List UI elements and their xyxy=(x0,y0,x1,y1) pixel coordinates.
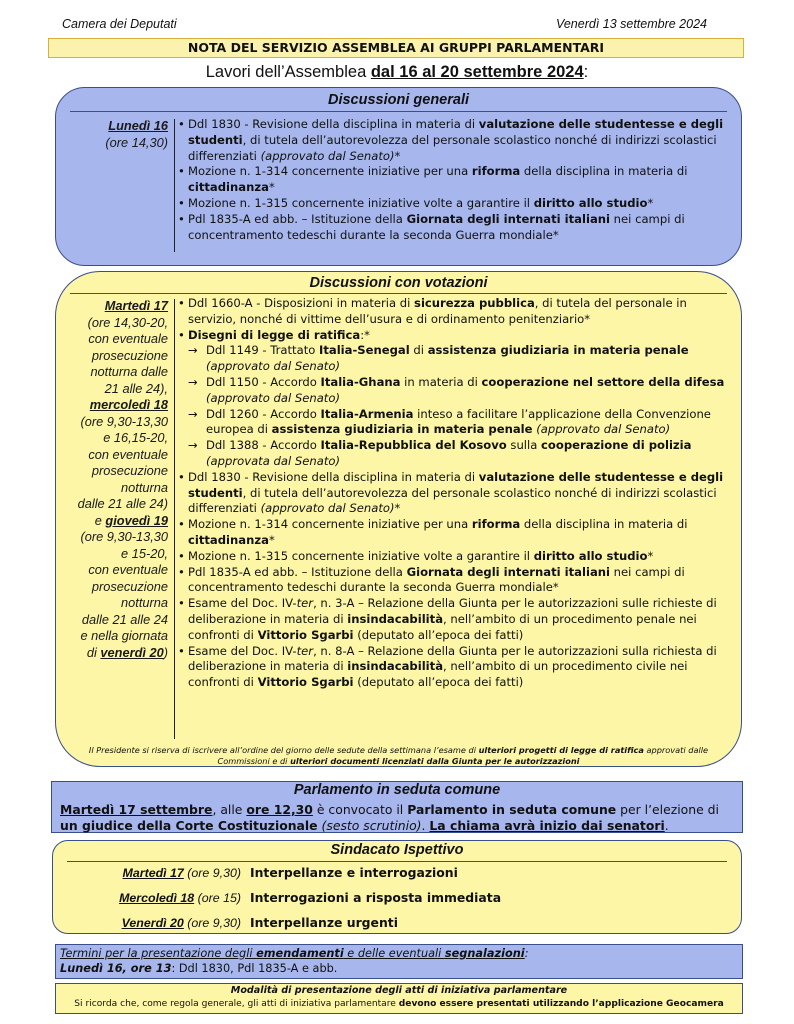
ratifica-item: → Ddl 1149 - Trattato Italia-Senegal di assistenza giudiziaria in materia penale (approvato dal Senato) xyxy=(188,343,689,374)
arrow-right-icon: → xyxy=(188,374,198,389)
section-title: Discussioni generali xyxy=(327,92,470,108)
deadline-detail: Lunedì 16, ore 13: Ddl 1830, Pdl 1835-A e abb. xyxy=(60,962,338,975)
deadline-heading: Termini per la presentazione degli emendamenti e delle eventuali segnalazioni: xyxy=(60,947,529,960)
parlamento-text: Martedì 17 settembre, alle ore 12,30 è convocato il Parlamento in seduta comune per l’elezione di un giudice della Corte Costituzionale (sesto scrutinio). La chiama avrà inizio dai senatori. xyxy=(60,802,719,833)
day-line: dalle 21 alle 24) xyxy=(77,496,168,511)
title-divider xyxy=(67,861,727,862)
day-line: 21 alle 24), xyxy=(104,380,168,396)
day-line: prosecuzione xyxy=(91,463,168,478)
title-divider xyxy=(70,293,727,294)
schedule-days xyxy=(62,298,168,661)
section-termini xyxy=(55,944,743,979)
section-sindacato-ispettivo xyxy=(52,840,742,934)
day-line: (ore 9,30-13,30 xyxy=(80,529,168,544)
sindacato-day: Mercoledì 18 (ore 15) xyxy=(119,891,241,905)
day-line: Lunedì 16 xyxy=(108,118,168,133)
agenda-items xyxy=(178,296,728,691)
section-discussioni-generali xyxy=(55,87,742,266)
bracket-divider xyxy=(174,119,175,252)
arrow-right-icon: → xyxy=(188,438,198,453)
modalita-title: Modalità di presentazione degli atti di iniziativa parlamentare xyxy=(230,985,568,996)
day-line: Martedì 17 xyxy=(104,298,168,313)
section-discussioni-votazioni xyxy=(55,271,742,767)
section-modalita xyxy=(55,983,743,1014)
day-line: dalle 21 alle 24 xyxy=(81,611,168,627)
schedule-day xyxy=(62,118,168,151)
header-date: Venerdì 13 settembre 2024 xyxy=(555,17,707,31)
sindacato-activity: Interpellanze urgenti xyxy=(250,915,398,930)
ratifica-item: → Ddl 1150 - Accordo Italia-Ghana in materia di cooperazione nel settore della difesa (approvato dal Senato) xyxy=(188,374,725,405)
agenda-item: • Ddl 1660-A - Disposizioni in materia di sicurezza pubblica, di tutela del personale in servizio, nonché di vittime dell’usura e di ordinamento penitenziario* xyxy=(178,296,728,328)
day-line: con eventuale xyxy=(88,562,168,577)
day-line: (ore 9,30-13,30 xyxy=(80,413,168,429)
day-line: e giovedì 19 xyxy=(94,512,168,528)
day-line: di venerdì 20) xyxy=(86,644,168,660)
section-title: Discussioni con votazioni xyxy=(309,275,488,291)
week-subtitle: Lavori dell’Assemblea dal 16 al 20 settembre 2024: xyxy=(205,63,589,81)
agenda-item: • Ddl 1830 - Revisione della disciplina in materia di valutazione delle studentesse e degli studenti, di tutela dell’autorevolezza del personale scolastico nonché di indirizzi scolastici differenziati (approvato dal Senato)* xyxy=(178,470,728,517)
agenda-items xyxy=(178,117,730,243)
ratifica-item: → Ddl 1388 - Accordo Italia-Repubblica del Kosovo sulla cooperazione di polizia (approvata dal Senato) xyxy=(188,438,692,468)
agenda-item: • Pdl 1835-A ed abb. – Istituzione della Giornata degli internati italiani nei campi di concentramento tedeschi durante la seconda Guerra mondiale* xyxy=(178,565,728,597)
section-parlamento-seduta-comune xyxy=(51,781,743,833)
section-title: Parlamento in seduta comune xyxy=(293,782,501,798)
day-line: notturna xyxy=(121,595,168,610)
sindacato-day: Martedì 17 (ore 9,30) xyxy=(122,866,241,880)
section-title: Sindacato Ispettivo xyxy=(330,842,464,858)
deadline-text xyxy=(60,946,529,976)
arrow-right-icon: → xyxy=(188,343,198,358)
sindacato-day: Venerdì 20 (ore 9,30) xyxy=(121,916,241,930)
note-banner: NOTA DEL SERVIZIO ASSEMBLEA AI GRUPPI PARLAMENTARI xyxy=(48,38,744,58)
sindacato-activity: Interrogazioni a risposta immediata xyxy=(250,890,502,905)
sindacato-activity: Interpellanze e interrogazioni xyxy=(250,865,458,880)
day-line: prosecuzione xyxy=(91,347,168,363)
day-line: e 15-20, xyxy=(121,545,168,561)
president-note: Il Presidente si riserva di iscrivere all’ordine del giorno delle sedute della settimana l’esame di ulteriori progetti di legge di ratifica approvati dalle Commissioni e di ulteriori documenti licenziati dalla Giunta per le autorizzazioni xyxy=(88,745,709,766)
agenda-item: • Mozione n. 1-314 concernente iniziative per una riforma della disciplina in materia di cittadinanza* xyxy=(178,517,728,549)
day-line: notturna xyxy=(121,479,168,495)
agenda-item: • Mozione n. 1-315 concernente iniziative volte a garantire il diritto allo studio* xyxy=(178,196,730,212)
agenda-item: • Mozione n. 1-314 concernente iniziative per una riforma della disciplina in materia di cittadinanza* xyxy=(178,164,730,196)
day-line: con eventuale xyxy=(88,446,168,462)
day-line: notturna dalle xyxy=(90,364,168,379)
day-line: (ore 14,30) xyxy=(105,134,168,150)
day-line: e nella giornata xyxy=(80,628,168,643)
day-line: e 16,15-20, xyxy=(103,430,168,445)
day-line: (ore 14,30-20, xyxy=(87,314,168,330)
arrow-right-icon: → xyxy=(188,406,198,421)
day-line: prosecuzione xyxy=(91,578,168,594)
agenda-item: • Ddl 1830 - Revisione della disciplina in materia di valutazione delle studentesse e degli studenti, di tutela dell’autorevolezza del personale scolastico nonché di indirizzi scolastici differenziati (approvato dal Senato)* xyxy=(178,117,730,164)
agenda-item: • Mozione n. 1-315 concernente iniziative volte a garantire il diritto allo studio* xyxy=(178,549,728,565)
modalita-text: Si ricorda che, come regola generale, gli atti di iniziativa parlamentare devono essere presentati utilizzando l’applicazione Geocamera xyxy=(74,999,724,1009)
day-line: mercoledì 18 xyxy=(89,397,168,412)
ratifica-item: → Ddl 1260 - Accordo Italia-Armenia inteso a facilitare l’applicazione della Convenzione europea di assistenza giudiziaria in materia penale (approvato dal Senato) xyxy=(188,406,711,437)
title-divider xyxy=(70,111,727,112)
header-institution: Camera dei Deputati xyxy=(62,17,177,31)
agenda-item: • Pdl 1835-A ed abb. – Istituzione della Giornata degli internati italiani nei campi di concentramento tedeschi durante la seconda Guerra mondiale* xyxy=(178,212,730,244)
agenda-item: • Esame del Doc. IV-ter, n. 8-A – Relazione della Giunta per le autorizzazioni sulla richiesta di deliberazione in materia di insindacabilità, nell’ambito di un procedimento civile nei confronti di Vittorio Sgarbi (deputato all’epoca dei fatti) xyxy=(178,644,728,691)
agenda-item: • Esame del Doc. IV-ter, n. 3-A – Relazione della Giunta per le autorizzazioni sulle richieste di deliberazione in materia di insindacabilità, nell’ambito di un procedimento penale nei confronti di Vittorio Sgarbi (deputato all’epoca dei fatti) xyxy=(178,596,728,643)
agenda-item: • Disegni di legge di ratifica:* xyxy=(178,328,728,344)
day-line: con eventuale xyxy=(88,331,168,346)
bracket-divider xyxy=(174,299,175,739)
